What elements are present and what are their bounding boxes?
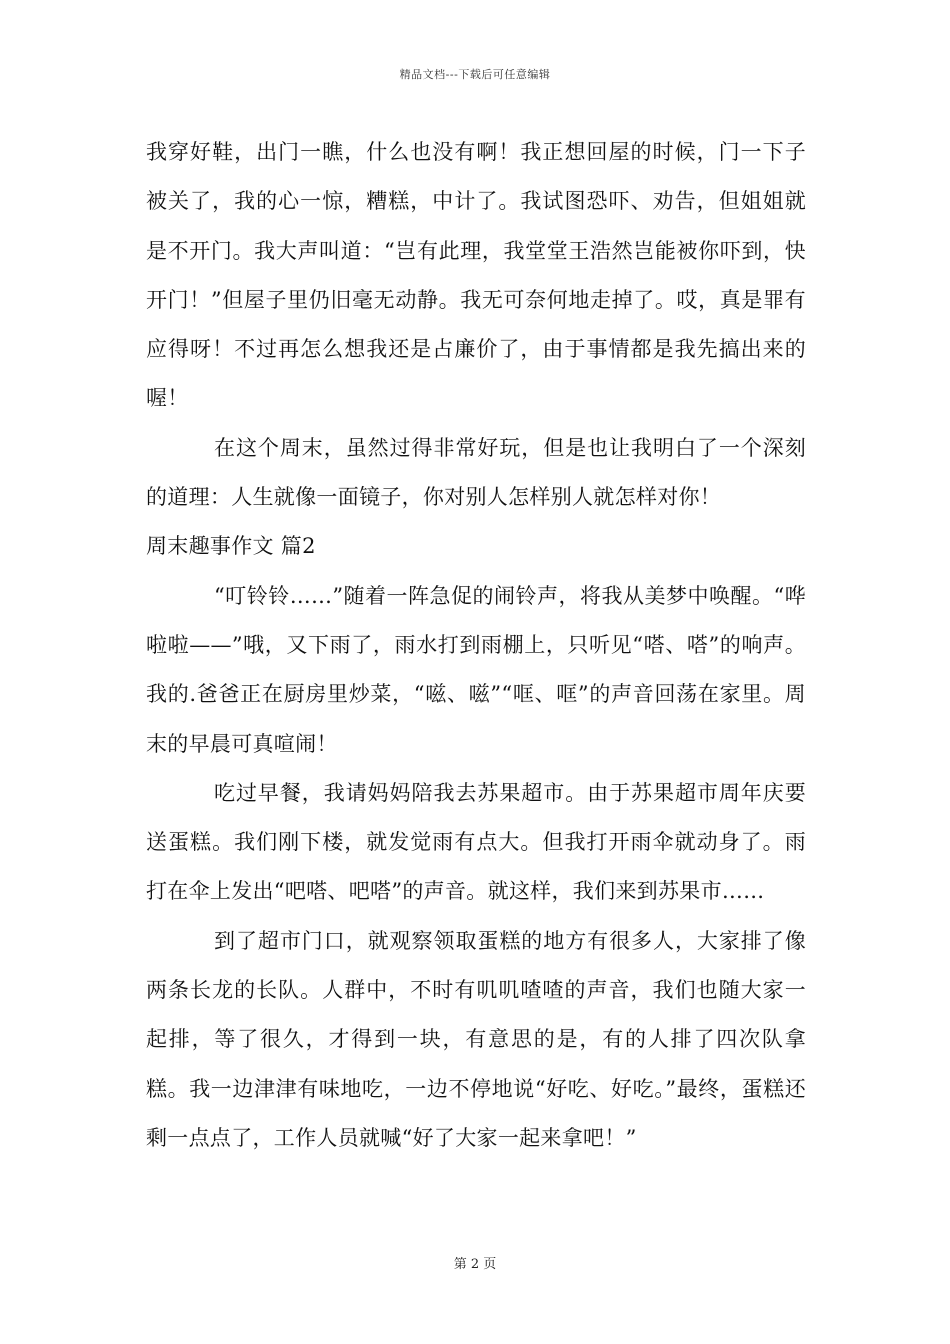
paragraph: 在这个周末，虽然过得非常好玩，但是也让我明白了一个深刻的道理：人生就像一面镜子，你对别人怎样别人就怎样对你！	[146, 435, 806, 510]
paragraph: 吃过早餐，我请妈妈陪我去苏果超市。由于苏果超市周年庆要送蛋糕。我们刚下楼，就发觉雨有点大。但我打开雨伞就动身了。雨打在伞上发出“吧嗒、吧嗒”的声音。就这样，我们来到苏果市……	[146, 780, 806, 904]
page-number: 第 2 页	[453, 1257, 497, 1272]
paragraph: 我穿好鞋，出门一瞧，什么也没有啊！我正想回屋的时候，门一下子被关了，我的心一惊，糟糕，中计了。我试图恐吓、劝告，但姐姐就是不开门。我大声叫道：“岂有此理，我堂堂王浩然岂能被你吓到，快开门！”但屋子里仍旧毫无动静。我无可奈何地走掉了。哎，真是罪有应得呀！不过再怎么想我还是占廉价了，由于事情都是我先搞出来的喔！	[146, 140, 806, 411]
page-header: 精品文档---下载后可任意编辑	[399, 68, 551, 81]
section-heading: 周末趣事作文 篇2	[146, 534, 316, 559]
paragraph: 到了超市门口，就观察领取蛋糕的地方有很多人，大家排了像两条长龙的长队。人群中，不时有叽叽喳喳的声音，我们也随大家一起排，等了很久，才得到一块，有意思的是，有的人排了四次队拿糕。我一边津津有味地吃，一边不停地说“好吃、好吃。”最终，蛋糕还剩一点点了，工作人员就喊“好了大家一起来拿吧！”	[146, 928, 806, 1150]
paragraph: “叮铃铃……”随着一阵急促的闹铃声，将我从美梦中唤醒。“哗啦啦——”哦，又下雨了，雨水打到雨棚上，只听见“嗒、嗒”的响声。我的.爸爸正在厨房里炒菜，“嗞、嗞”“哐、哐”的声音回荡在家里。周末的早晨可真喧闹！	[146, 583, 806, 756]
document-body	[146, 128, 806, 1163]
